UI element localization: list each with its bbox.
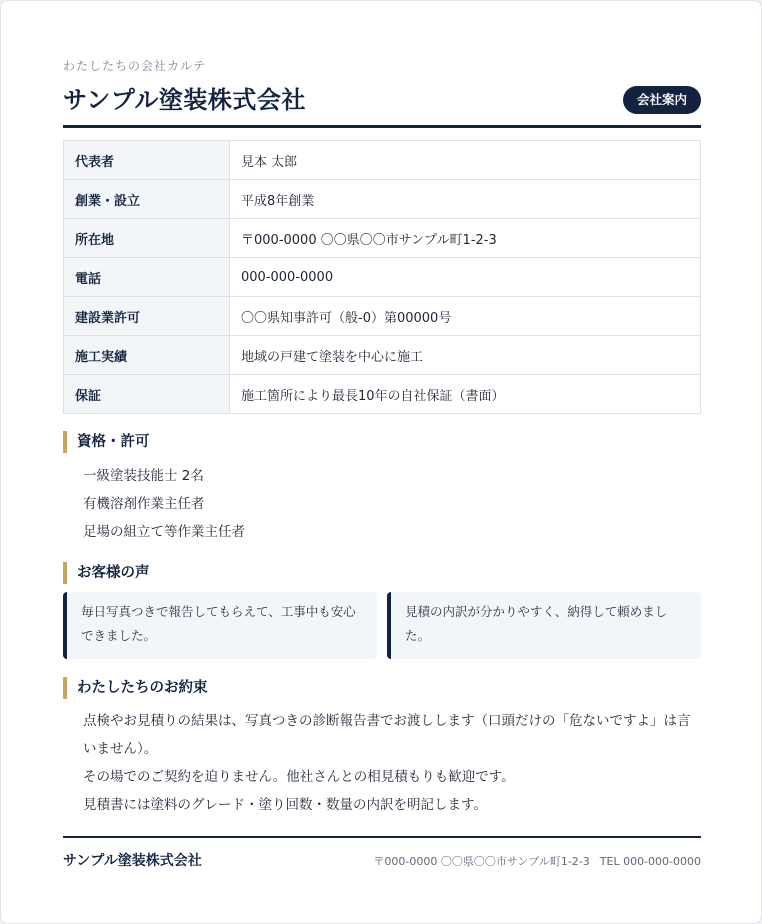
table-row — [64, 219, 701, 258]
footer-company-name: サンプル塗装株式会社 — [63, 853, 202, 869]
table-row — [64, 258, 701, 297]
qualifications-heading: 資格・許可 — [63, 431, 150, 453]
row-value: 見本 太郎 — [230, 141, 701, 180]
customer-voice-card: 毎日写真つきで報告してもらえて、工事中も安心できました。 — [63, 592, 377, 659]
footer-tel: TEL 000-000-0000 — [599, 855, 701, 868]
table-row — [64, 297, 701, 336]
company-guide-badge: 会社案内 — [623, 86, 701, 114]
row-label: 所在地 — [64, 219, 230, 258]
eyebrow-text: わたしたちの会社カルテ — [63, 59, 207, 73]
table-row — [64, 375, 701, 414]
footer-address: 〒000-0000 〇〇県〇〇市サンプル町1-2-3 — [373, 855, 590, 868]
company-info-table — [63, 140, 701, 414]
promise-heading: わたしたちのお約束 — [63, 677, 208, 699]
list-item: 足場の組立て等作業主任者 — [83, 524, 245, 540]
table-row — [64, 141, 701, 180]
qualifications-list — [83, 462, 245, 546]
promise-list — [83, 707, 701, 819]
row-value: 施工箇所により最長10年の自社保証（書面） — [230, 375, 701, 414]
footer-rule — [63, 836, 701, 838]
row-value: 地域の戸建て塗装を中心に施工 — [230, 336, 701, 375]
row-value: 平成8年創業 — [230, 180, 701, 219]
row-value: 〒000-0000 〇〇県〇〇市サンプル町1-2-3 — [230, 219, 701, 258]
footer-contact — [373, 853, 701, 869]
row-value: 000-000-0000 — [230, 258, 701, 297]
customer-voice-card: 見積の内訳が分かりやすく、納得して頼めました。 — [387, 592, 701, 659]
promise-item: 点検やお見積りの結果は、写真つきの診断報告書でお渡しします（口頭だけの「危ないですよ」は言いません）。 — [83, 713, 691, 757]
header-rule — [63, 125, 701, 128]
promise-item: 見積書には塗料のグレード・塗り回数・数量の内訳を明記します。 — [83, 797, 487, 813]
company-title: サンプル塗装株式会社 — [63, 86, 306, 114]
voices-heading: お客様の声 — [63, 562, 150, 584]
row-label: 創業・設立 — [64, 180, 230, 219]
row-label: 保証 — [64, 375, 230, 414]
row-label: 施工実績 — [64, 336, 230, 375]
promise-item: その場でのご契約を迫りません。他社さんとの相見積もりも歓迎です。 — [83, 769, 515, 785]
table-row — [64, 336, 701, 375]
row-label: 建設業許可 — [64, 297, 230, 336]
table-row — [64, 180, 701, 219]
list-item: 一級塗装技能士 2名 — [83, 468, 204, 484]
row-label: 電話 — [64, 258, 230, 297]
row-value: 〇〇県知事許可（般-0）第00000号 — [230, 297, 701, 336]
row-label: 代表者 — [64, 141, 230, 180]
list-item: 有機溶剤作業主任者 — [83, 496, 205, 512]
